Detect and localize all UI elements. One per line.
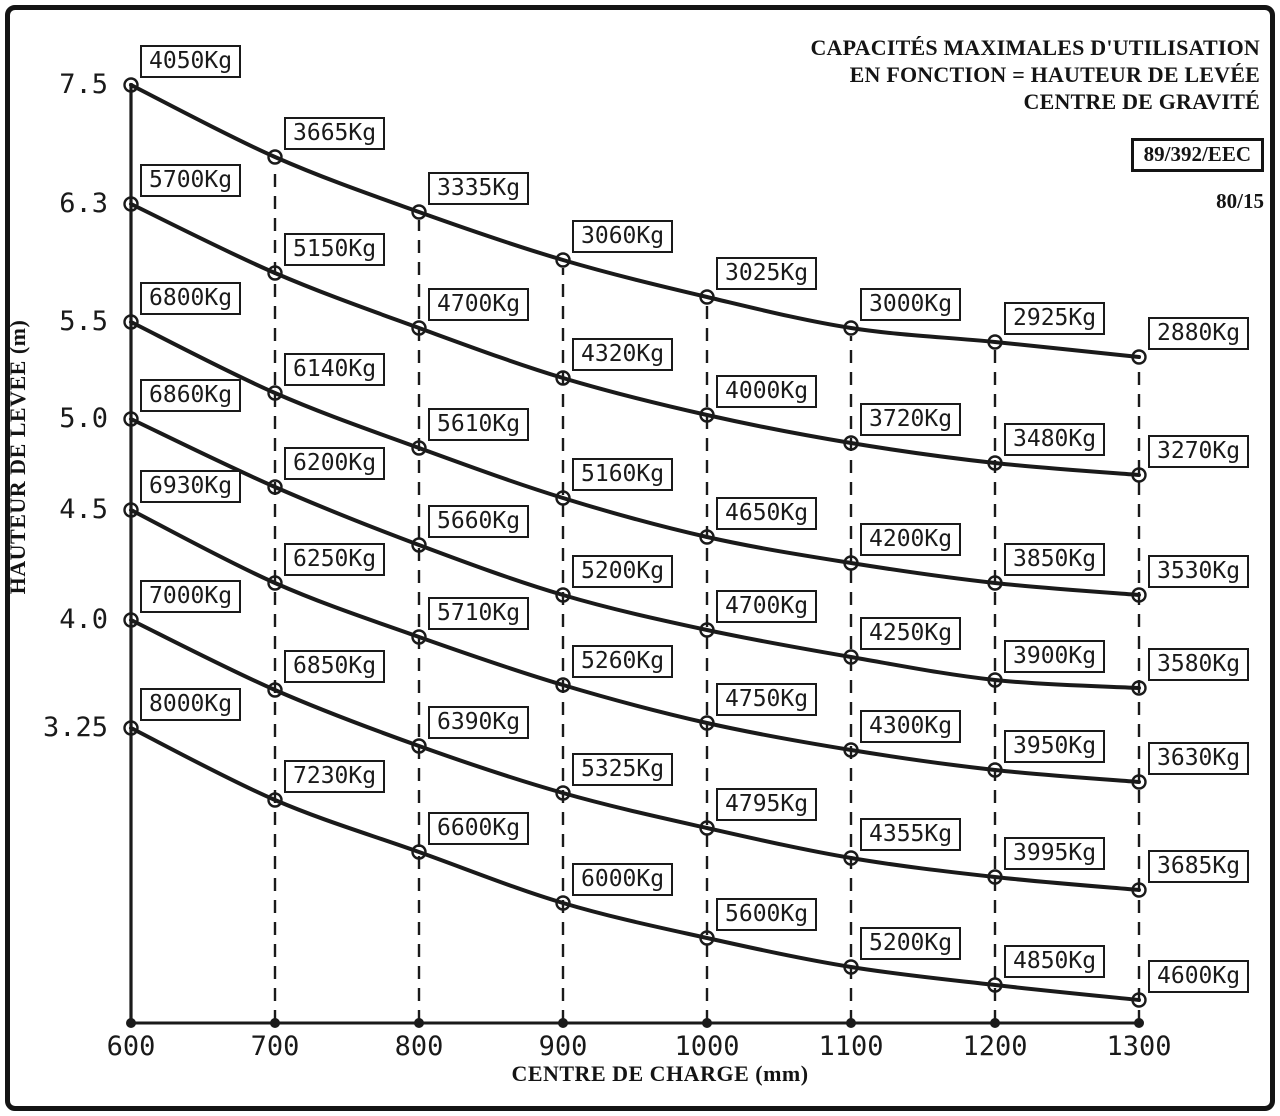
x-axis-tick-dot-1100 (846, 1018, 856, 1028)
x-tick-label-1200: 1200 (962, 1031, 1028, 1062)
capacity-label-lift-height-5.0m-600: 6860Kg (140, 379, 241, 412)
capacity-label-lift-height-6.3m-1100: 3720Kg (860, 403, 961, 436)
y-tick-label-6.3: 6.3 (59, 188, 108, 219)
capacity-label-lift-height-5.0m-700: 6200Kg (284, 447, 385, 480)
capacity-label-lift-height-5.0m-1300: 3580Kg (1148, 648, 1249, 681)
capacity-label-lift-height-5.5m-1000: 4650Kg (716, 497, 817, 530)
x-axis-tick-dot-900 (558, 1018, 568, 1028)
x-tick-label-800: 800 (394, 1031, 444, 1062)
y-tick-label-5.5: 5.5 (59, 306, 108, 337)
capacity-label-lift-height-3.25m-1200: 4850Kg (1004, 945, 1105, 978)
capacity-label-lift-height-4.5m-700: 6250Kg (284, 543, 385, 576)
capacity-label-lift-height-5.5m-800: 5610Kg (428, 408, 529, 441)
x-tick-label-1300: 1300 (1106, 1031, 1172, 1062)
chart-title-line-3: CENTRE DE GRAVITÉ (1023, 89, 1260, 114)
capacity-label-lift-height-4.0m-600: 7000Kg (140, 580, 241, 613)
x-axis-tick-dot-1300 (1134, 1018, 1144, 1028)
capacity-label-lift-height-4.5m-800: 5710Kg (428, 597, 529, 630)
y-tick-label-4.0: 4.0 (59, 604, 108, 635)
capacity-label-lift-height-7.5m-600: 4050Kg (140, 45, 241, 78)
capacity-label-lift-height-5.5m-600: 6800Kg (140, 282, 241, 315)
x-axis-tick-dot-700 (270, 1018, 280, 1028)
capacity-label-lift-height-4.0m-900: 5325Kg (572, 753, 673, 786)
capacity-label-lift-height-7.5m-1100: 3000Kg (860, 288, 961, 321)
capacity-label-lift-height-7.5m-1200: 2925Kg (1004, 302, 1105, 335)
capacity-label-lift-height-4.0m-1200: 3995Kg (1004, 837, 1105, 870)
chart-title-line-2: EN FONCTION = HAUTEUR DE LEVÉE (849, 62, 1260, 87)
x-axis-tick-dot-1200 (990, 1018, 1000, 1028)
capacity-label-lift-height-5.5m-1100: 4200Kg (860, 523, 961, 556)
capacity-label-lift-height-3.25m-800: 6600Kg (428, 812, 529, 845)
y-tick-label-5.0: 5.0 (59, 403, 108, 434)
capacity-label-lift-height-7.5m-700: 3665Kg (284, 117, 385, 150)
capacity-label-lift-height-5.0m-1200: 3900Kg (1004, 640, 1105, 673)
capacity-label-lift-height-4.0m-700: 6850Kg (284, 650, 385, 683)
x-axis-tick-dot-600 (126, 1018, 136, 1028)
capacity-label-lift-height-3.25m-1100: 5200Kg (860, 927, 961, 960)
capacity-label-lift-height-4.5m-900: 5260Kg (572, 645, 673, 678)
capacity-label-lift-height-7.5m-1300: 2880Kg (1148, 317, 1249, 350)
capacity-label-lift-height-4.0m-1100: 4355Kg (860, 818, 961, 851)
capacity-label-lift-height-6.3m-800: 4700Kg (428, 288, 529, 321)
capacity-label-lift-height-6.3m-900: 4320Kg (572, 338, 673, 371)
capacity-label-lift-height-6.3m-1300: 3270Kg (1148, 435, 1249, 468)
capacity-label-lift-height-4.5m-1000: 4750Kg (716, 683, 817, 716)
capacity-label-lift-height-4.5m-600: 6930Kg (140, 470, 241, 503)
capacity-label-lift-height-6.3m-1000: 4000Kg (716, 375, 817, 408)
capacity-label-lift-height-4.5m-1100: 4300Kg (860, 710, 961, 743)
capacity-label-lift-height-6.3m-600: 5700Kg (140, 164, 241, 197)
y-axis-title: HAUTEUR DE LEVÉE (m) (5, 319, 30, 595)
capacity-label-lift-height-7.5m-1000: 3025Kg (716, 257, 817, 290)
x-tick-label-900: 900 (538, 1031, 588, 1062)
x-tick-label-1100: 1100 (818, 1031, 884, 1062)
capacity-label-lift-height-3.25m-600: 8000Kg (140, 688, 241, 721)
x-tick-label-1000: 1000 (674, 1031, 740, 1062)
capacity-label-lift-height-3.25m-700: 7230Kg (284, 760, 385, 793)
capacity-label-lift-height-5.0m-800: 5660Kg (428, 505, 529, 538)
y-tick-label-4.5: 4.5 (59, 494, 108, 525)
capacity-label-lift-height-7.5m-900: 3060Kg (572, 220, 673, 253)
capacity-label-lift-height-5.5m-900: 5160Kg (572, 458, 673, 491)
capacity-label-lift-height-5.0m-900: 5200Kg (572, 555, 673, 588)
y-tick-label-3.25: 3.25 (42, 712, 108, 743)
capacity-label-lift-height-5.0m-1000: 4700Kg (716, 590, 817, 623)
capacity-label-lift-height-4.5m-1200: 3950Kg (1004, 730, 1105, 763)
capacity-label-lift-height-3.25m-1300: 4600Kg (1148, 960, 1249, 993)
capacity-label-lift-height-4.0m-1000: 4795Kg (716, 788, 817, 821)
x-axis-tick-dot-1000 (702, 1018, 712, 1028)
model-code: 80/15 (1216, 189, 1264, 213)
y-tick-label-7.5: 7.5 (59, 69, 108, 100)
capacity-label-lift-height-3.25m-1000: 5600Kg (716, 898, 817, 931)
capacity-label-lift-height-5.0m-1100: 4250Kg (860, 617, 961, 650)
x-axis-title: CENTRE DE CHARGE (mm) (511, 1061, 809, 1086)
capacity-label-lift-height-4.0m-1300: 3685Kg (1148, 850, 1249, 883)
x-axis-tick-dot-800 (414, 1018, 424, 1028)
capacity-label-lift-height-5.5m-1200: 3850Kg (1004, 543, 1105, 576)
capacity-label-lift-height-3.25m-900: 6000Kg (572, 863, 673, 896)
capacity-label-lift-height-6.3m-1200: 3480Kg (1004, 423, 1105, 456)
capacity-label-lift-height-6.3m-700: 5150Kg (284, 233, 385, 266)
capacity-label-lift-height-5.5m-700: 6140Kg (284, 353, 385, 386)
chart-title-line-1: CAPACITÉS MAXIMALES D'UTILISATION (810, 35, 1260, 60)
capacity-label-lift-height-4.0m-800: 6390Kg (428, 706, 529, 739)
capacity-label-lift-height-5.5m-1300: 3530Kg (1148, 555, 1249, 588)
x-tick-label-700: 700 (250, 1031, 300, 1062)
regulation-badge: 89/392/EEC (1131, 138, 1264, 172)
capacity-label-lift-height-4.5m-1300: 3630Kg (1148, 742, 1249, 775)
x-tick-label-600: 600 (106, 1031, 156, 1062)
capacity-label-lift-height-7.5m-800: 3335Kg (428, 172, 529, 205)
